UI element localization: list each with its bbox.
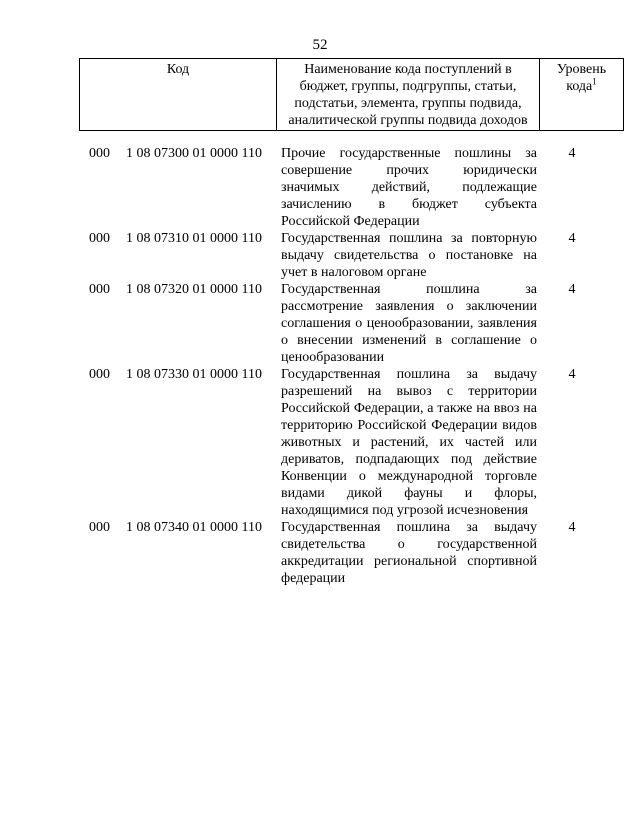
header-level-label: Уровень кода — [556, 62, 607, 94]
revenue-code-cell: 1 08 07330 01 0000 110 — [126, 367, 262, 382]
table-row — [0, 230, 640, 281]
admin-code-cell: 000 — [89, 367, 110, 382]
page-number: 52 — [312, 37, 328, 53]
footnote-marker: 1 — [592, 76, 597, 87]
revenue-name-cell: Государственная пошлина за выдачу свидетельства о государственной аккредитации региональной спортивной федерации — [281, 520, 537, 586]
code-level-cell: 4 — [568, 231, 576, 246]
table-row — [0, 145, 640, 230]
header-level — [540, 59, 624, 131]
code-level-cell: 4 — [568, 367, 576, 382]
table-row — [0, 281, 640, 366]
code-level-cell: 4 — [568, 146, 576, 161]
header-name-label: Наименование кода поступлений в бюджет, группы, подгруппы, статьи, подстатьи, элемента, группы подвида, аналитической группы подвида доходов — [288, 62, 528, 128]
code-level-cell: 4 — [568, 520, 576, 535]
revenue-name-cell: Государственная пошлина за повторную выдачу свидетельства о постановке на учет в налоговом органе — [281, 231, 537, 280]
revenue-code-cell: 1 08 07340 01 0000 110 — [126, 520, 262, 535]
table-row — [0, 366, 640, 519]
admin-code-cell: 000 — [89, 520, 110, 535]
admin-code-cell: 000 — [89, 231, 110, 246]
admin-code-cell: 000 — [89, 146, 110, 161]
header-name — [277, 59, 540, 131]
admin-code-cell: 000 — [89, 282, 110, 297]
table-body — [0, 145, 640, 587]
table-header — [79, 58, 624, 131]
header-code-label: Код — [166, 62, 190, 77]
revenue-code-cell: 1 08 07310 01 0000 110 — [126, 231, 262, 246]
table-row — [0, 519, 640, 587]
code-level-cell: 4 — [568, 282, 576, 297]
header-code — [80, 59, 277, 131]
revenue-code-cell: 1 08 07300 01 0000 110 — [126, 146, 262, 161]
revenue-name-cell: Государственная пошлина за рассмотрение заявления о заключении соглашения о ценообразовании, заявления о внесении изменений в соглашение о ценообразовании — [281, 282, 537, 365]
header-row — [80, 59, 624, 131]
revenue-name-cell: Прочие государственные пошлины за совершение прочих юридически значимых действий, подлежащие зачислению в бюджет субъекта Российской Федерации — [281, 146, 537, 229]
revenue-name-cell: Государственная пошлина за выдачу разрешений на вывоз с территории Российской Федерации, а также на ввоз на территорию Российской Федерации видов животных и растений, их частей или дериватов, подпадающих под действие Конвенции о международной торговле видами дикой фауны и флоры, находящимися под угрозой исчезновения — [281, 367, 537, 518]
revenue-code-cell: 1 08 07320 01 0000 110 — [126, 282, 262, 297]
